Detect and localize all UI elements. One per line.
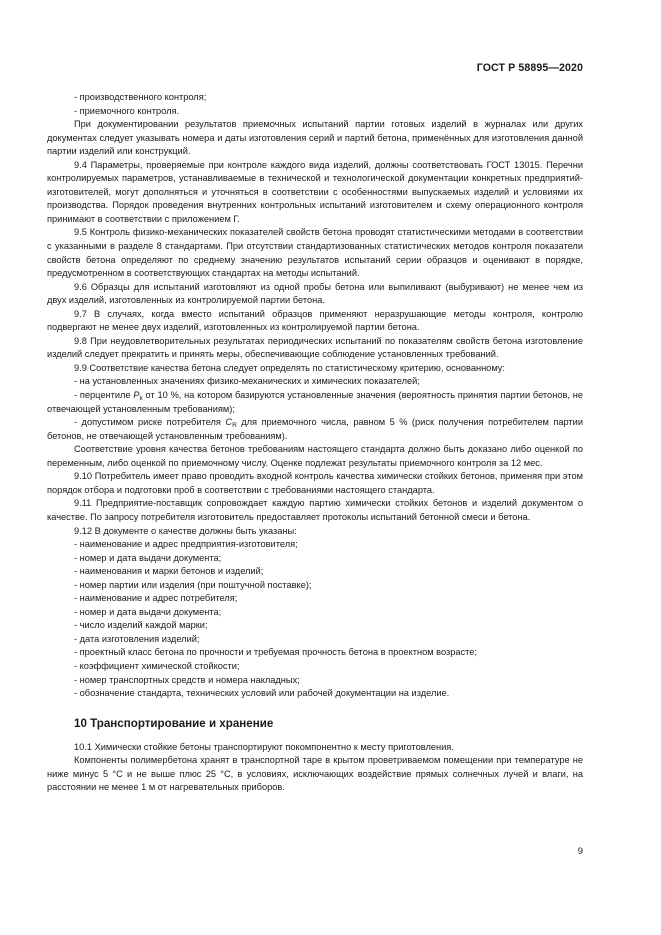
list-item: - номер транспортных средств и номера накладных; [74, 674, 300, 685]
paragraph-storage: Компоненты полимербетона хранят в транспортной таре в крытом проветриваемом помещении при температуре не ниже минус 5 °С и не выше плюс 25 °С, в условиях, исключающих воздействие прямых солнечных лучей и влаги, на расстоянии не менее 1 м от нагревательных приборов. [47, 755, 583, 793]
paragraph-9-7: 9.7 В случаях, когда вместо испытаний образцов применяют неразрушающие методы контроля, контролю подвергают не менее двух изделий, изготовленных из контролируемой партии бетона. [47, 308, 583, 333]
quality-document-list [47, 538, 583, 701]
list-item: - наименование и адрес предприятия-изготовителя; [74, 539, 298, 550]
list-item-percentile [47, 389, 583, 416]
paragraph-9-6: 9.6 Образцы для испытаний изготовляют из одной пробы бетона или выпиливают (выбуривают) не менее чем из двух изделий, изготовленных из контролируемой партии бетона. [47, 281, 583, 306]
text-fragment: - перцентиле [74, 390, 134, 401]
symbol-subscript: k [139, 395, 143, 403]
list-item: - дата изготовления изделий; [74, 633, 200, 644]
standard-header: ГОСТ Р 58895—2020 [476, 62, 583, 74]
paragraph-9-12: 9.12 В документе о качестве должны быть указаны: [74, 525, 297, 536]
page-content [47, 91, 583, 795]
list-item: - приемочного контроля. [74, 105, 180, 116]
paragraph-10-1: 10.1 Химически стойкие бетоны транспортируют покомпонентно к месту приготовления. [74, 741, 454, 752]
list-item: - номер и дата выдачи документа; [74, 606, 222, 617]
paragraph-conformity: Соответствие уровня качества бетонов требованиям настоящего стандарта должно быть доказано либо оценкой по переменным, либо оценкой по приемочному числу. Оценке подлежат результаты приемочного контроля за 12 мес. [47, 444, 583, 468]
list-item: - номер и дата выдачи документа; [74, 552, 222, 563]
list-item: - обозначение стандарта, технических условий или рабочей документации на изделие. [74, 688, 450, 699]
symbol-subscript: R [232, 422, 237, 430]
list-item: - проектный класс бетона по прочности и требуемая прочность бетона в проектном возрасте; [74, 647, 478, 658]
list-item: - производственного контроля; [74, 92, 207, 102]
list-item: - коэффициент химической стойкости; [74, 660, 240, 671]
symbol-p: P [133, 390, 140, 401]
list-item: - наименования и марки бетонов и изделий; [74, 566, 264, 577]
paragraph-9-10: 9.10 Потребитель имеет право проводить входной контроль качества химически стойких бетонов, применяя при этом порядок отбора и подготовки проб в соответствии с требованиями настоящего стандарта. [47, 471, 583, 495]
symbol-c: C [225, 417, 233, 428]
page-number: 9 [577, 846, 583, 857]
text-fragment: - допустимом риске потребителя [74, 417, 226, 428]
paragraph-9-4: 9.4 Параметры, проверяемые при контроле каждого вида изделий, должны соответствовать ГОСТ 13015. Перечни контролируемых параметров, устанавливаемые в технической и технологической документации конкретных предприятий-изготовителей, могут дополняться и уточняться в соответствии с особенностями выпускаемых изделий и условиями их производства. Порядок проведения внутренних контрольных испытаний изготовителем и схему операционного контроля принимают в соответствии с приложением Г. [47, 159, 583, 224]
paragraph-9-5: 9.5 Контроль физико-механических показателей свойств бетона проводят статистическими методами в соответствии с указанными в разделе 8 стандартами. При отсутствии стандартизованных статистических методов контроля показатели свойств бетона определяют по среднему значению результатов испытаний серии образцов и оценивают в порядке, предусмотренном в соответствующих стандартах на методы испытаний. [47, 227, 583, 279]
list-item-risk [47, 416, 583, 443]
text-fragment: для приемочного числа, равном 5 % (риск получения потребителем партии бетонов, не отвечающей установленным требованиям). [47, 417, 583, 441]
list-item: - наименование и адрес потребителя; [74, 593, 238, 604]
list-item: - число изделий каждой марки; [74, 620, 208, 631]
text-fragment: от 10 %, на котором базируются установленные значения (вероятность принятия партии бетонов, не отвечающей установленным требованиям); [47, 390, 583, 414]
paragraph-9-8: 9.8 При неудовлетворительных результатах периодических испытаний по показателям свойств бетона изготовление изделий следует прекратить и принять меры, обеспечивающие соблюдение установленных требований. [47, 335, 583, 360]
list-item: - номер партии или изделия (при поштучной поставке); [74, 579, 312, 590]
paragraph-documenting: При документировании результатов приемочных испытаний партии готовых изделий в журналах или других документах следует указывать номера и даты изготовления серий и партий бетона, применённых для изготовления данной партии изделий или конструкций. [47, 119, 583, 157]
section-10-heading: 10 Транспортирование и хранение [74, 716, 274, 730]
paragraph-9-11: 9.11 Предприятие-поставщик сопровождает каждую партию химически стойких бетонов и изделий документом о качестве. По запросу потребителя изготовитель предоставляет протоколы испытаний бетонной смеси и бетона. [47, 498, 583, 522]
list-item: - на установленных значениях физико-механических и химических показателей; [74, 376, 420, 387]
paragraph-9-9: 9.9 Соответствие качества бетона следует определять по статистическому критерию, основанному: [74, 362, 505, 373]
